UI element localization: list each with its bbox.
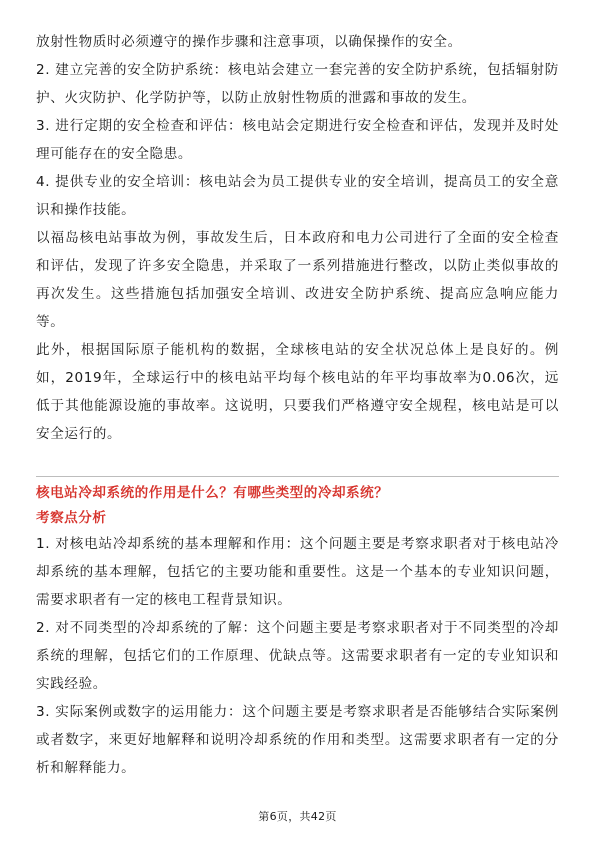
question-title: 核电站冷却系统的作用是什么？有哪些类型的冷却系统？ bbox=[36, 485, 389, 501]
body-paragraph: 放射性物质时必须遵守的操作步骤和注意事项，以确保操作的安全。 bbox=[36, 34, 462, 50]
body-paragraph: 2. 建立完善的安全防护系统：核电站会建立一套完善的安全防护系统，包括辐射防护、火灾防护、化学防护等，以防止放射性物质的泄露和事故的发生。 bbox=[36, 62, 559, 106]
section-divider bbox=[36, 476, 559, 477]
body-paragraph: 以福岛核电站事故为例，事故发生后，日本政府和电力公司进行了全面的安全检查和评估，发现了许多安全隐患，并采取了一系列措施进行整改，以防止类似事故的再次发生。这些措施包括加强安全培训、改进安全防护系统、提高应急响应能力等。 bbox=[36, 230, 559, 330]
body-text bbox=[36, 28, 559, 448]
body-paragraph: 4. 提供专业的安全培训：核电站会为员工提供专业的安全培训，提高员工的安全意识和操作技能。 bbox=[36, 174, 559, 218]
body-paragraph: 此外，根据国际原子能机构的数据，全球核电站的安全状况总体上是良好的。例如，2019年，全球运行中的核电站平均每个核电站的年平均事故率为0.06次，远低于其他能源设施的事故率。这说明，只要我们严格遵守安全规程，核电站是可以安全运行的。 bbox=[36, 342, 559, 442]
analysis-point: 1. 对核电站冷却系统的基本理解和作用：这个问题主要是考察求职者对于核电站冷却系统的基本理解，包括它的主要功能和重要性。这是一个基本的专业知识问题，需要求职者有一定的核电工程背景知识。 bbox=[36, 536, 559, 608]
body-paragraph: 3. 进行定期的安全检查和评估：核电站会定期进行安全检查和评估，发现并及时处理可能存在的安全隐患。 bbox=[36, 118, 559, 162]
analysis-point: 2. 对不同类型的冷却系统的了解：这个问题主要是考察求职者对于不同类型的冷却系统的理解，包括它们的工作原理、优缺点等。这需要求职者有一定的专业知识和实践经验。 bbox=[36, 620, 559, 692]
page-number: 第6页，共42页 bbox=[258, 810, 337, 823]
analysis-point: 3. 实际案例或数字的运用能力：这个问题主要是考察求职者是否能够结合实际案例或者数字，来更好地解释和说明冷却系统的作用和类型。这需要求职者有一定的分析和解释能力。 bbox=[36, 704, 559, 776]
question-section bbox=[36, 481, 559, 782]
analysis-heading: 考察点分析 bbox=[36, 510, 107, 526]
